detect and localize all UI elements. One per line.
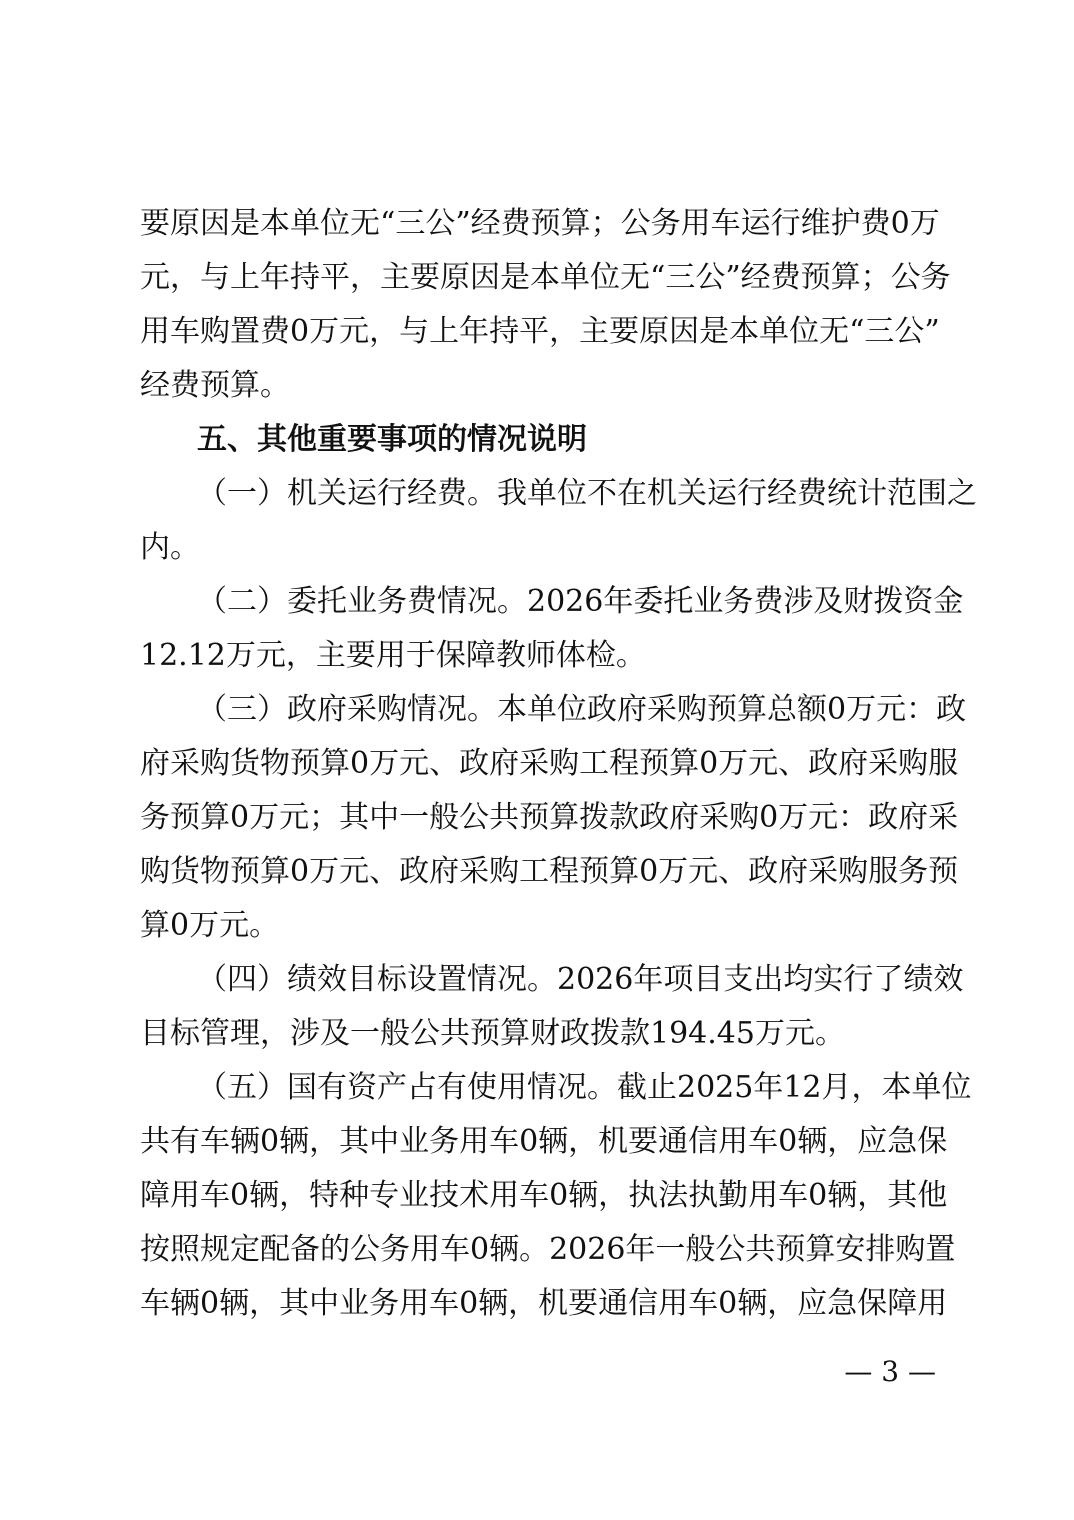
paragraph-line: 障用车0辆，特种专业技术用车0辆，执法执勤用车0辆，其他: [140, 1178, 948, 1213]
paragraph-line: 内。: [140, 530, 200, 565]
paragraph-line: 购货物预算0万元、政府采购工程预算0万元、政府采购服务预: [140, 854, 959, 889]
paragraph-line: 共有车辆0辆，其中业务用车0辆，机要通信用车0辆，应急保: [140, 1124, 948, 1159]
paragraph-line: 府采购货物预算0万元、政府采购工程预算0万元、政府采购服: [140, 746, 959, 781]
page-number: — 3 —: [844, 1355, 936, 1388]
paragraph-line: 经费预算。: [140, 368, 290, 403]
paragraph-line: （一）机关运行经费。我单位不在机关运行经费统计范围之: [197, 476, 977, 511]
paragraph-line: （二）委托业务费情况。2026年委托业务费涉及财拨资金: [197, 584, 964, 619]
paragraph-line: 用车购置费0万元，与上年持平，主要原因是本单位无“三公”: [140, 314, 940, 349]
paragraph-line: 务预算0万元；其中一般公共预算拨款政府采购0万元：政府采: [140, 800, 959, 835]
paragraph-line: （三）政府采购情况。本单位政府采购预算总额0万元：政: [197, 692, 967, 727]
document-body: [140, 197, 977, 1331]
paragraph-line: 按照规定配备的公务用车0辆。2026年一般公共预算安排购置: [140, 1232, 956, 1267]
paragraph-line: 元，与上年持平，主要原因是本单位无“三公”经费预算；公务: [140, 260, 951, 295]
paragraph-line: 要原因是本单位无“三公”经费预算；公务用车运行维护费0万: [140, 206, 940, 241]
paragraph-line: 车辆0辆，其中业务用车0辆，机要通信用车0辆，应急保障用: [140, 1286, 948, 1321]
paragraph-line: 算0万元。: [140, 908, 280, 943]
paragraph-line: 目标管理，涉及一般公共预算财政拨款194.45万元。: [140, 1016, 845, 1051]
paragraph-line: （四）绩效目标设置情况。2026年项目支出均实行了绩效: [197, 962, 964, 997]
paragraph-line: （五）国有资产占有使用情况。截止2025年12月，本单位: [197, 1070, 972, 1105]
paragraph-line: 12.12万元，主要用于保障教师体检。: [140, 638, 646, 673]
section-heading: 五、其他重要事项的情况说明: [197, 422, 587, 457]
